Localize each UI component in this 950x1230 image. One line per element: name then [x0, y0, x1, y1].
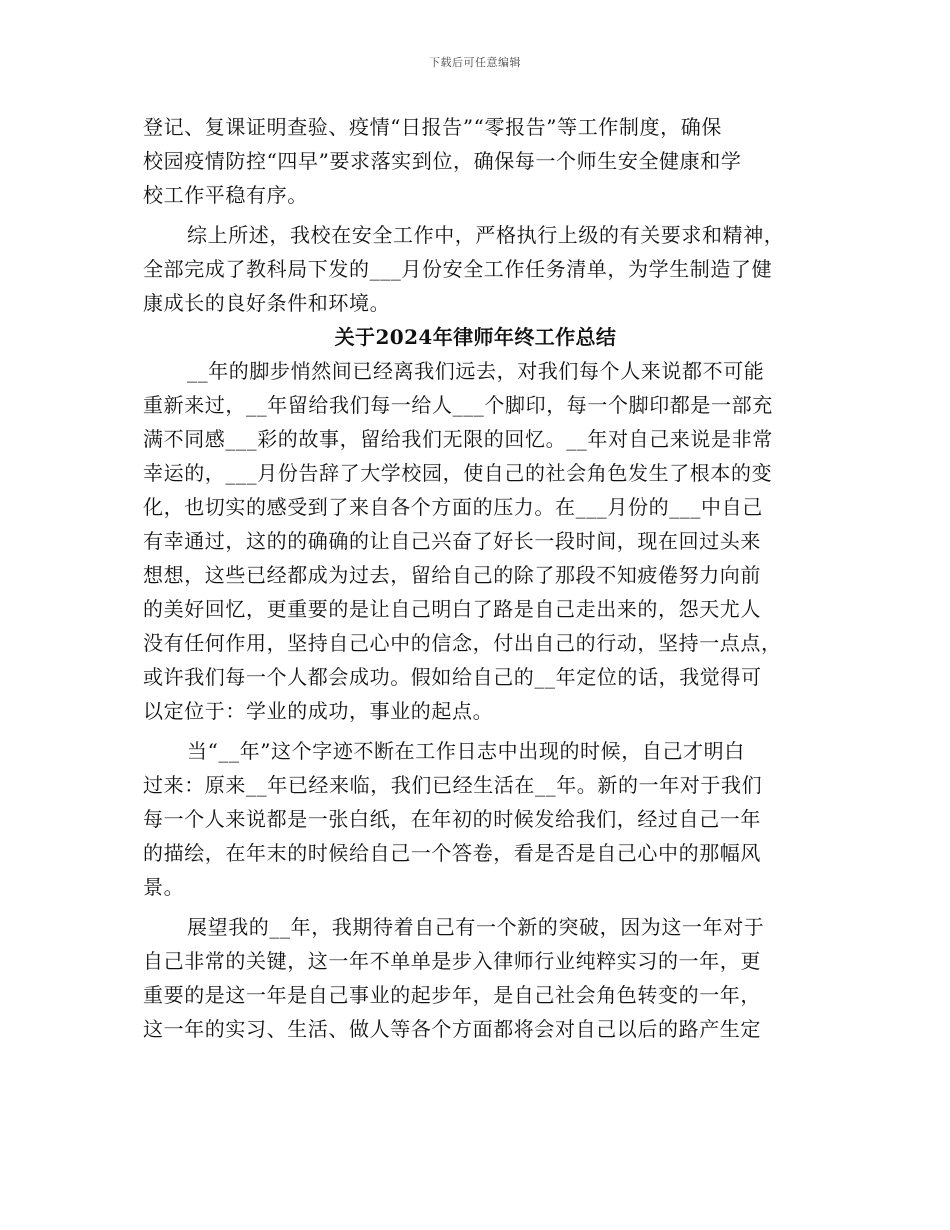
page-header: 下载后可任意编辑	[429, 56, 521, 69]
document-body	[143, 110, 808, 1046]
text-line: 景。	[143, 875, 185, 899]
paragraph-year-review	[143, 354, 808, 728]
text-line: 过来：原来__年已经来临，我们已经生活在__年。新的一年对于我们	[143, 773, 763, 797]
text-line: 这一年的实习、生活、做人等各个方面都将会对自己以后的路产生定	[143, 1017, 761, 1041]
text-line: 有幸通过，这的的确确的让自己兴奋了好长一段时间，现在回过头来	[143, 529, 761, 553]
text-line: 想想，这些已经都成为过去，留给自己的除了那段不知疲倦努力向前	[143, 563, 761, 587]
text-line: 每一个人来说都是一张白纸，在年初的时候发给我们，经过自己一年	[143, 807, 761, 831]
text-line: 满不同感___彩的故事，留给我们无限的回忆。__年对自己来说是非常	[143, 427, 773, 451]
text-line: 重要的是这一年是自己事业的起步年，是自己社会角色转变的一年，	[143, 983, 761, 1007]
paragraph-outlook	[143, 910, 808, 1046]
text-line: 校工作平稳有序。	[143, 183, 308, 207]
text-line: __年的脚步悄然间已经离我们远去，对我们每个人来说都不可能	[187, 359, 765, 383]
section-title: 关于2024年律师年终工作总结	[334, 325, 617, 349]
text-line: 全部完成了教科局下发的___月份安全工作任务清单，为学生制造了健	[143, 257, 773, 281]
text-line: 登记、复课证明查验、疫情“日报告”“零报告”等工作制度，确保	[143, 115, 722, 139]
text-line: 没有任何作用，坚持自己心中的信念，付出自己的行动，坚持一点点，	[143, 631, 782, 655]
text-line: 综上所述，我校在安全工作中，严格执行上级的有关要求和精神，	[187, 223, 785, 247]
text-line: 康成长的良好条件和环境。	[143, 291, 391, 315]
text-line: 的描绘，在年末的时候给自己一个答卷，看是否是自己心中的那幅风	[143, 841, 761, 865]
text-line: 校园疫情防控“四早”要求落实到位，确保每一个师生安全健康和学	[143, 149, 742, 173]
text-line: 化，也切实的感受到了来自各个方面的压力。在___月份的___中自己	[143, 495, 763, 519]
text-line: 或许我们每一个人都会成功。假如给自己的__年定位的话，我觉得可	[143, 665, 762, 689]
text-line: 重新来过，__年留给我们每一给人___个脚印，每一个脚印都是一部充	[143, 393, 773, 417]
text-line: 幸运的，___月份告辞了大学校园，使自己的社会角色发生了根本的变	[143, 461, 773, 485]
paragraph-summary	[143, 218, 808, 320]
text-line: 的美好回忆，更重要的是让自己明白了路是自己走出来的，怨天尤人	[143, 597, 761, 621]
paragraph-new-year	[143, 734, 808, 904]
text-line: 以定位于：学业的成功，事业的起点。	[143, 699, 494, 723]
text-line: 当“__年”这个字迹不断在工作日志中出现的时候，自己才明白	[187, 739, 745, 763]
text-line: 自己非常的关键，这一年不单单是步入律师行业纯粹实习的一年，更	[143, 949, 761, 973]
text-line: 展望我的__年，我期待着自己有一个新的突破，因为这一年对于	[187, 915, 765, 939]
paragraph-epidemic-control	[143, 110, 808, 212]
